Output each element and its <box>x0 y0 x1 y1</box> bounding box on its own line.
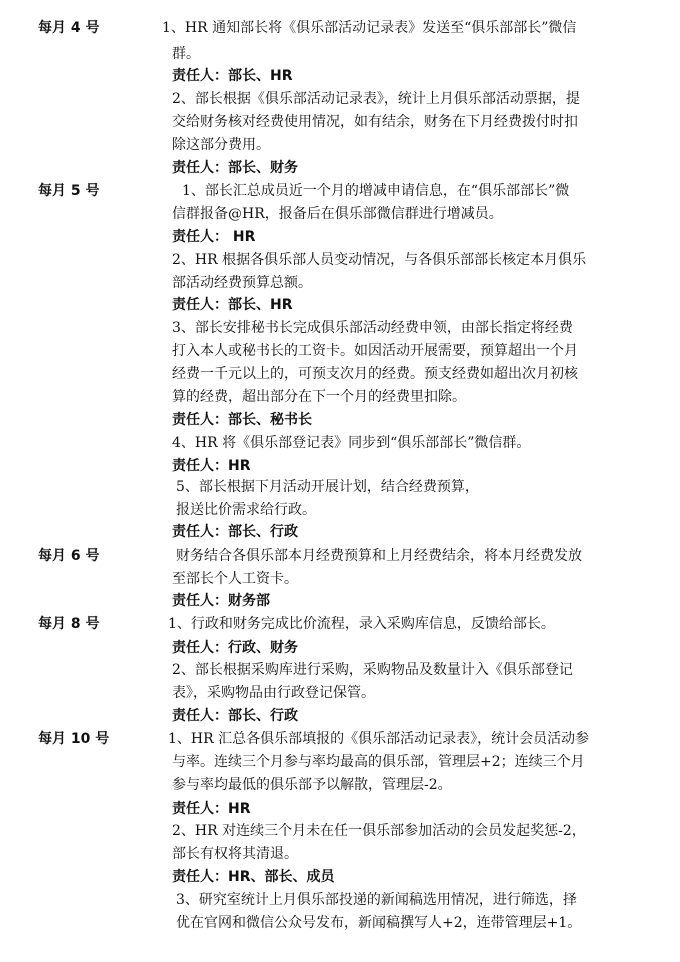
schedule-date: 每月 6 号 <box>38 548 100 564</box>
task-text-line: 2、部长根据采购库进行采购，采购物品及数量计入《俱乐部登记 <box>172 662 573 678</box>
responsible-party: 责任人：部长、财务 <box>172 160 298 176</box>
task-text-line: 3、部长安排秘书长完成俱乐部活动经费申领，由部长指定将经费 <box>172 320 573 336</box>
task-text-line: 1、部长汇总成员近一个月的增减申请信息，在“俱乐部部长”微 <box>182 183 570 199</box>
responsible-party: 责任人：部长、秘书长 <box>172 412 312 428</box>
responsible-party: 责任人：部长、行政 <box>172 524 298 540</box>
task-text-line: 2、部长根据《俱乐部活动记录表》，统计上月俱乐部活动票据，提 <box>172 91 580 107</box>
task-text-line: 部活动经费预算总额。 <box>172 275 312 291</box>
task-text-line: 1、HR 汇总各俱乐部填报的《俱乐部活动记录表》，统计会员活动参 <box>168 731 590 747</box>
responsible-party: 责任人：HR <box>172 458 251 474</box>
task-text-line: 经费一千元以上的，可预支次月的经费。预支经费如超出次月初核 <box>172 366 578 382</box>
task-text-line: 群。 <box>172 46 200 62</box>
task-text-line: 交给财务核对经费使用情况，如有结余，财务在下月经费拨付时扣 <box>172 114 578 130</box>
task-text-line: 4、HR 将《俱乐部登记表》同步到“俱乐部部长”微信群。 <box>172 435 531 451</box>
task-text-line: 2、HR 根据各俱乐部人员变动情况，与各俱乐部部长核定本月俱乐 <box>172 252 587 268</box>
schedule-date: 每月 4 号 <box>38 20 100 36</box>
task-text-line: 参与率均最低的俱乐部予以解散，管理层-2。 <box>172 777 452 793</box>
task-text-line: 财务结合各俱乐部本月经费预算和上月经费结余，将本月经费发放 <box>176 548 582 564</box>
responsible-party: 责任人：部长、行政 <box>172 708 298 724</box>
task-text-line: 表》，采购物品由行政登记保管。 <box>172 685 375 701</box>
task-text-line: 信群报备@HR，报备后在俱乐部微信群进行增减员。 <box>172 206 503 222</box>
responsible-party: 责任人：HR、部长、成员 <box>172 869 335 885</box>
task-text-line: 报送比价需求给行政。 <box>176 502 316 518</box>
task-text-line: 5、部长根据下月活动开展计划，结合经费预算， <box>176 479 479 495</box>
task-text-line: 优在官网和微信公众号发布，新闻稿撰写人+2，连带管理层+1。 <box>176 915 582 931</box>
responsible-party: 责任人：财务部 <box>172 593 270 609</box>
task-text-line: 3、研究室统计上月俱乐部投递的新闻稿选用情况，进行筛选，择 <box>176 892 577 908</box>
schedule-date: 每月 8 号 <box>38 616 100 632</box>
responsible-party: 责任人：行政、财务 <box>172 640 298 656</box>
task-text-line: 算的经费，超出部分在下一个月的经费里扣除。 <box>172 389 466 405</box>
task-text-line: 与率。连续三个月参与率均最高的俱乐部，管理层+2；连续三个月 <box>172 754 585 770</box>
task-text-line: 打入本人或秘书长的工资卡。如因活动开展需要，预算超出一个月 <box>172 343 578 359</box>
responsible-party: 责任人： HR <box>172 229 256 245</box>
task-text-line: 1、HR 通知部长将《俱乐部活动记录表》发送至“俱乐部部长”微信 <box>162 20 577 36</box>
responsible-party: 责任人：部长、HR <box>172 68 293 84</box>
task-text-line: 至部长个人工资卡。 <box>172 571 298 587</box>
responsible-party: 责任人：部长、HR <box>172 297 293 313</box>
task-text-line: 1、行政和财务完成比价流程，录入采购库信息，反馈给部长。 <box>168 616 555 632</box>
responsible-party: 责任人：HR <box>172 801 251 817</box>
task-text-line: 除这部分费用。 <box>172 137 270 153</box>
task-text-line: 2、HR 对连续三个月未在任一俱乐部参加活动的会员发起奖惩-2， <box>172 823 586 839</box>
task-text-line: 部长有权将其清退。 <box>172 846 298 862</box>
schedule-date: 每月 10 号 <box>38 731 110 747</box>
schedule-date: 每月 5 号 <box>38 183 100 199</box>
